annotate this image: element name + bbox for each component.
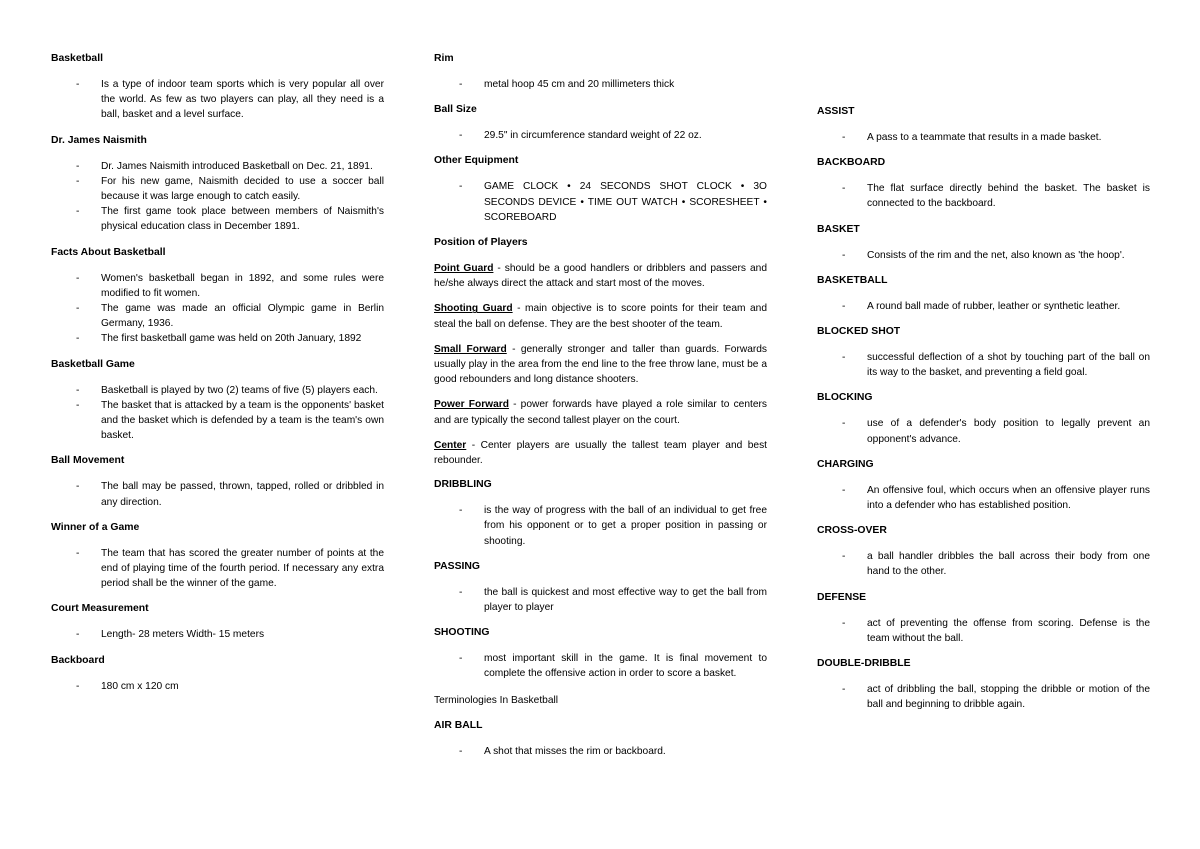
position-point-guard (434, 261, 767, 291)
position-small-forward (434, 342, 767, 388)
heading-ball-movement: Ball Movement (51, 455, 125, 467)
heading-ball-size: Ball Size (434, 104, 477, 116)
list-item: - A pass to a teammate that results in a made basket. (817, 130, 1150, 145)
heading-basketball-game: Basketball Game (51, 358, 135, 370)
skills-sections (434, 478, 767, 681)
column-2 (434, 52, 767, 770)
bullet-list (434, 179, 767, 225)
list-item: - A shot that misses the rim or backboard. (434, 744, 767, 759)
terminologies-label: Terminologies In Basketball (434, 694, 559, 706)
position-term: Point Guard (434, 263, 494, 275)
heading-passing: PASSING (434, 560, 480, 572)
bullet-list (817, 299, 1150, 314)
bullet-list (817, 130, 1150, 145)
list-item: - act of preventing the offense from scoring. Defense is the team without the ball. (817, 616, 1150, 646)
bullet-list (51, 479, 384, 509)
list-item: - act of dribbling the ball, stopping the dribble or motion of the ball and beginning to dribble again. (817, 682, 1150, 712)
bullet-list (51, 77, 384, 123)
list-item: - GAME CLOCK • 24 SECONDS SHOT CLOCK • 3O SECONDS DEVICE • TIME OUT WATCH • SCORESHEET • SCOREBOARD (434, 179, 767, 225)
list-item: - Basketball is played by two (2) teams of five (5) players each. (51, 383, 384, 398)
position-term: Small Forward (434, 343, 507, 355)
list-item: - is the way of progress with the ball of an individual to get free from his opponent or to get a proper position in passing or shooting. (434, 503, 767, 549)
list-item: - The basket that is attacked by a team is the opponents' basket and the basket which is defended by a team is the team's own basket. (51, 398, 384, 444)
heading-backboard: Backboard (51, 654, 105, 666)
list-item: - The team that has scored the greater number of points at the end of playing time of the fourth period. If necessary any extra period shall be the winner of the game. (51, 546, 384, 592)
list-item: - 29.5" in circumference standard weight of 22 oz. (434, 128, 767, 143)
list-item: - The flat surface directly behind the basket. The basket is connected to the backboard. (817, 181, 1150, 211)
position-description: - Center players are usually the tallest team player and best rebounder. (434, 439, 767, 467)
list-item: - 180 cm x 120 cm (51, 679, 384, 694)
heading-basketball: BASKETBALL (817, 274, 888, 286)
position-term: Shooting Guard (434, 303, 513, 315)
bullet-list (434, 77, 767, 92)
bullet-list (817, 181, 1150, 211)
heading-blocking: BLOCKING (817, 392, 873, 404)
list-item: - A round ball made of rubber, leather or synthetic leather. (817, 299, 1150, 314)
heading-dr-james-naismith: Dr. James Naismith (51, 134, 147, 146)
list-item: - most important skill in the game. It is final movement to complete the offensive action in order to score a basket. (434, 651, 767, 681)
equipment-sections (434, 52, 767, 225)
bullet-list (51, 159, 384, 235)
positions-heading: Position of Players (434, 237, 528, 249)
bullet-list (51, 383, 384, 444)
heading-backboard: BACKBOARD (817, 157, 886, 169)
list-item: - use of a defender's body position to legally prevent an opponent's advance. (817, 416, 1150, 446)
heading-winner-of-a-game: Winner of a Game (51, 521, 140, 533)
column-1 (51, 52, 384, 705)
position-center (434, 438, 767, 468)
bullet-list (817, 416, 1150, 446)
bullet-list (817, 483, 1150, 513)
heading-facts-about-basketball: Facts About Basketball (51, 246, 166, 258)
bullet-list (51, 271, 384, 347)
list-item: - Consists of the rim and the net, also known as 'the hoop'. (817, 248, 1150, 263)
bullet-list (434, 503, 767, 549)
bullet-list (817, 248, 1150, 263)
list-item: - The first basketball game was held on 20th January, 1892 (51, 331, 384, 346)
column-3 (817, 105, 1150, 723)
bullet-list (434, 744, 767, 759)
bullet-list (817, 616, 1150, 646)
list-item: - Women's basketball began in 1892, and some rules were modified to fit women. (51, 271, 384, 301)
bullet-list (434, 651, 767, 681)
position-term: Power Forward (434, 399, 509, 411)
position-description: - should be a good handlers or dribblers and passers and he/she always direct the attack and start most of the moves. (434, 263, 767, 290)
heading-court-measurement: Court Measurement (51, 603, 149, 615)
bullet-list (817, 350, 1150, 380)
position-power-forward (434, 397, 767, 427)
terminology-sections (434, 719, 767, 759)
list-item: - successful deflection of a shot by touching part of the ball on its way to the basket, and preventing a field goal. (817, 350, 1150, 380)
list-item: - The first game took place between members of Naismith's physical education class in December 1891. (51, 204, 384, 234)
list-item: - Dr. James Naismith introduced Basketball on Dec. 21, 1891. (51, 159, 384, 174)
bullet-list (51, 679, 384, 694)
heading-assist: ASSIST (817, 106, 855, 117)
bullet-list (817, 682, 1150, 712)
bullet-list (434, 585, 767, 615)
list-item: - The game was made an official Olympic game in Berlin Germany, 1936. (51, 301, 384, 331)
bullet-list (434, 128, 767, 143)
positions-list (434, 261, 767, 468)
heading-air-ball: AIR BALL (434, 719, 483, 731)
heading-defense: DEFENSE (817, 591, 867, 603)
list-item: - For his new game, Naismith decided to use a soccer ball because it was large enough to catch easily. (51, 174, 384, 204)
heading-blocked-shot: BLOCKED SHOT (817, 326, 901, 338)
bullet-list (51, 546, 384, 592)
list-item: - a ball handler dribbles the ball across their body from one hand to the other. (817, 549, 1150, 579)
list-item: - Length- 28 meters Width- 15 meters (51, 627, 384, 642)
heading-other-equipment: Other Equipment (434, 155, 519, 167)
position-shooting-guard (434, 301, 767, 331)
position-description: - generally stronger and taller than guards. Forwards usually play in the area from the end line to the free throw lane, must be a good rebounders and long distance shooters. (434, 343, 768, 386)
position-description: - power forwards have played a role similar to centers and are typically the second tallest player on the court. (434, 399, 767, 426)
list-item: - the ball is quickest and most effective way to get the ball from player to player (434, 585, 767, 615)
bullet-list (51, 627, 384, 642)
heading-cross-over: CROSS-OVER (817, 525, 887, 537)
heading-basketball: Basketball (51, 53, 103, 64)
heading-charging: CHARGING (817, 458, 874, 470)
list-item: - metal hoop 45 cm and 20 millimeters thick (434, 77, 767, 92)
position-term: Center (434, 439, 467, 451)
heading-double-dribble: DOUBLE-DRIBBLE (817, 658, 911, 670)
list-item: - Is a type of indoor team sports which is very popular all over the world. As few as two players can play, all they need is a ball, basket and a level surface. (51, 77, 384, 123)
bullet-list (817, 549, 1150, 579)
list-item: - An offensive foul, which occurs when an offensive player runs into a defender who has established position. (817, 483, 1150, 513)
position-description: - main objective is to score points for their team and steal the ball on defense. They are the best shooter of the team. (434, 303, 767, 330)
heading-dribbling: DRIBBLING (434, 479, 492, 491)
heading-rim: Rim (434, 53, 454, 64)
heading-basket: BASKET (817, 223, 860, 235)
heading-shooting: SHOOTING (434, 627, 490, 639)
list-item: - The ball may be passed, thrown, tapped, rolled or dribbled in any direction. (51, 479, 384, 509)
